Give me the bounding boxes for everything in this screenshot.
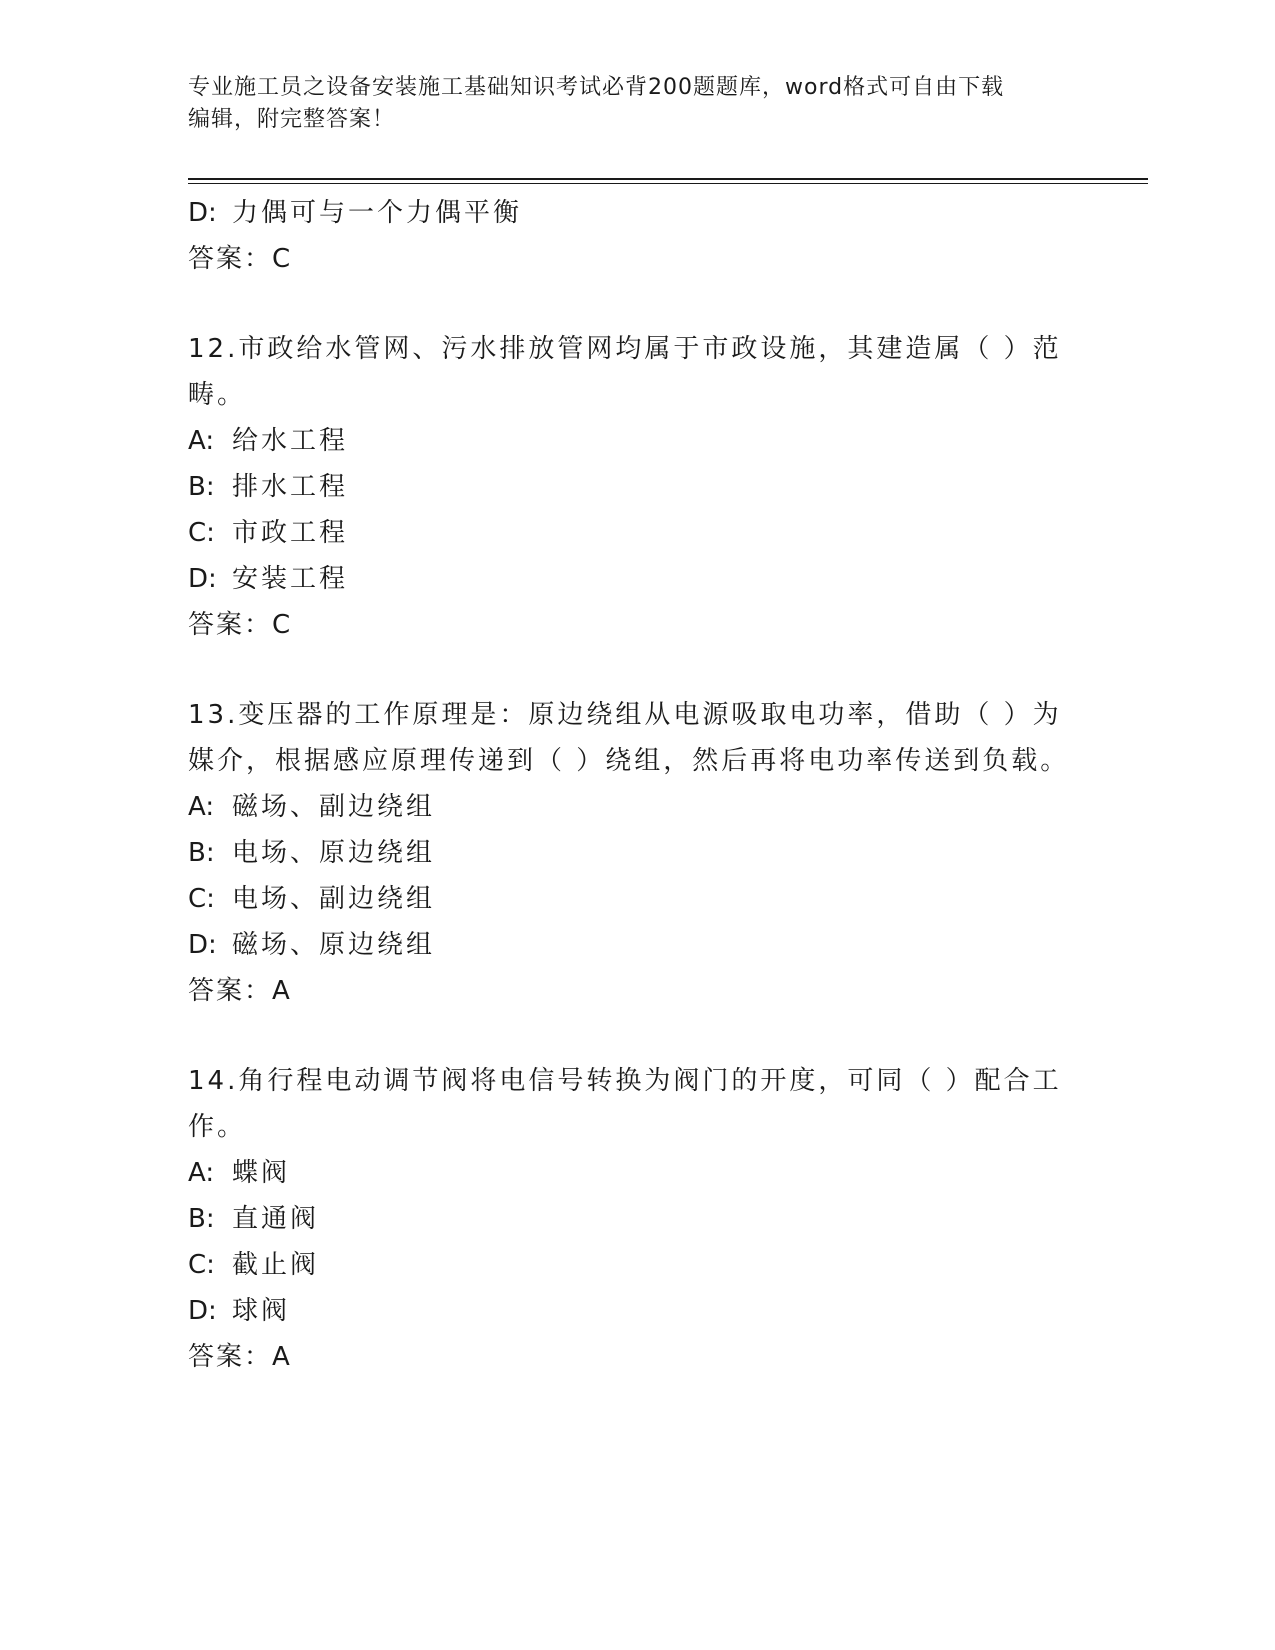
option-text: 给水工程 — [232, 426, 349, 456]
option-row — [188, 922, 1088, 968]
answer-line: 答案：A — [188, 1342, 292, 1372]
question-stem: 14.角行程电动调节阀将电信号转换为阀门的开度，可同（ ）配合工 — [188, 1066, 1062, 1096]
option-row — [188, 830, 1088, 876]
option-letter: A: — [188, 426, 215, 456]
question-stem-continued: 畴。 — [188, 380, 247, 410]
question-block — [188, 692, 1088, 1014]
option-letter: D: — [188, 1296, 217, 1326]
option-letter: C: — [188, 518, 215, 548]
option-text: 安装工程 — [232, 564, 349, 594]
document-body — [188, 190, 1088, 1380]
option-text: 排水工程 — [232, 472, 349, 502]
header-title-line-1: 专业施工员之设备安装施工基础知识考试必背200题题库，word格式可自由下载 — [188, 75, 1005, 100]
answer-line: 答案：C — [188, 610, 293, 640]
option-text: 磁场、原边绕组 — [232, 930, 436, 960]
option-text: 球阀 — [232, 1296, 291, 1326]
option-text: 截止阀 — [232, 1250, 320, 1280]
option-text: 蝶阀 — [232, 1158, 291, 1188]
option-row — [188, 876, 1088, 922]
option-letter: A: — [188, 792, 215, 822]
option-text: 电场、原边绕组 — [232, 838, 436, 868]
question-spacer — [188, 282, 1088, 326]
option-letter: B: — [188, 472, 215, 502]
option-text: 市政工程 — [232, 518, 349, 548]
question-spacer — [188, 648, 1088, 692]
option-letter: B: — [188, 838, 215, 868]
answer-line: 答案：C — [188, 244, 293, 274]
question-block — [188, 326, 1088, 648]
option-row — [188, 190, 1088, 236]
option-row — [188, 556, 1088, 602]
question-stem-continued: 作。 — [188, 1112, 247, 1142]
option-row — [188, 1196, 1088, 1242]
option-row — [188, 784, 1088, 830]
option-row — [188, 418, 1088, 464]
question-stem-continued: 媒介，根据感应原理传递到（ ）绕组，然后再将电功率传送到负载。 — [188, 746, 1070, 776]
option-text: 磁场、副边绕组 — [232, 792, 436, 822]
option-letter: C: — [188, 884, 215, 914]
header-divider-thick — [188, 178, 1148, 180]
option-row — [188, 1150, 1088, 1196]
answer-line: 答案：A — [188, 976, 292, 1006]
option-text: 力偶可与一个力偶平衡 — [232, 198, 523, 228]
option-letter: D: — [188, 198, 217, 228]
question-spacer — [188, 1014, 1088, 1058]
option-row — [188, 464, 1088, 510]
option-letter: C: — [188, 1250, 215, 1280]
option-row — [188, 1242, 1088, 1288]
header-divider-thin — [188, 183, 1148, 184]
header-title-line-2: 编辑，附完整答案！ — [188, 107, 396, 132]
question-stem: 12.市政给水管网、污水排放管网均属于市政设施，其建造属（ ）范 — [188, 334, 1062, 364]
option-text: 直通阀 — [232, 1204, 320, 1234]
document-header — [188, 72, 1088, 136]
option-text: 电场、副边绕组 — [232, 884, 436, 914]
option-letter: B: — [188, 1204, 215, 1234]
option-row — [188, 510, 1088, 556]
option-letter: A: — [188, 1158, 215, 1188]
option-row — [188, 1288, 1088, 1334]
option-letter: D: — [188, 930, 217, 960]
option-letter: D: — [188, 564, 217, 594]
question-stem: 13.变压器的工作原理是：原边绕组从电源吸取电功率，借助（ ）为 — [188, 700, 1062, 730]
question-block — [188, 1058, 1088, 1380]
